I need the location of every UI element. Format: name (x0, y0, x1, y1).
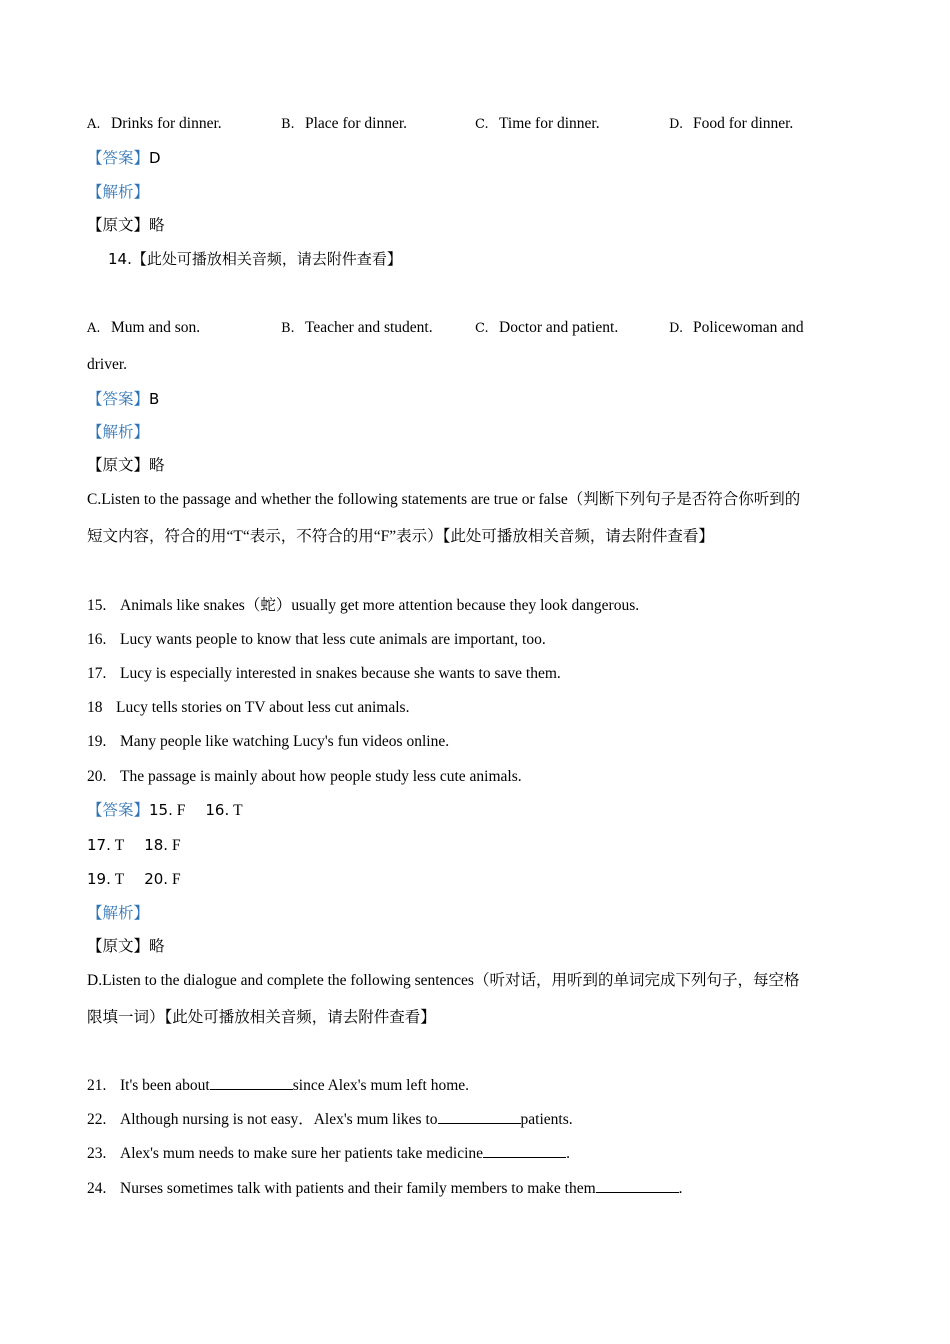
sentence-21: 21. It's been about since Alex's mum left home. (87, 1077, 470, 1094)
answer-blank[interactable] (483, 1143, 566, 1158)
section-c-answers-3: 19. T 20. F (87, 870, 181, 888)
q14-option-b: B. Teacher and student. (281, 319, 433, 336)
section-c-answers-1: 【答案】15. F 16. T (87, 801, 243, 819)
statement-17: 17. Lucy is especially interested in snakes because she wants to save them. (87, 665, 561, 682)
q13-analysis: 【解析】 (87, 184, 150, 201)
q13-option-b: B. Place for dinner. (281, 115, 408, 132)
statement-19: 19. Many people like watching Lucy's fun videos online. (87, 733, 450, 750)
q14-heading: 14.【此处可播放相关音频，请去附件查看】 (108, 250, 402, 268)
q14-analysis: 【解析】 (87, 424, 150, 441)
section-c-answers-2: 17. T 18. F (87, 836, 181, 854)
section-d-instruction-2: 限填一词）【此处可播放相关音频，请去附件查看】 (87, 1009, 436, 1026)
answer-blank[interactable] (438, 1109, 521, 1124)
q13-option-d: D. Food for dinner. (669, 115, 794, 132)
statement-16: 16. Lucy wants people to know that less cute animals are important, too. (87, 631, 546, 648)
q14-original: 【原文】略 (87, 457, 165, 474)
q13-option-a: A. Drinks for dinner. (87, 115, 222, 132)
q14-answer: 【答案】B (87, 390, 160, 408)
q14-option-c: C. Doctor and patient. (475, 319, 619, 336)
q14-option-d-cont: driver. (87, 356, 128, 373)
section-d-instruction-1: D.Listen to the dialogue and complete the following sentences（听对话，用听到的单词完成下列句子，每空格 (87, 972, 800, 989)
sentence-24: 24. Nurses sometimes talk with patients and their family members to make them . (87, 1180, 683, 1197)
answer-blank[interactable] (210, 1075, 293, 1090)
section-c-analysis: 【解析】 (87, 905, 150, 922)
q13-option-c: C. Time for dinner. (475, 115, 600, 132)
section-c-instruction-2: 短文内容，符合的用“T“表示，不符合的用“F”表示）【此处可播放相关音频，请去附件查看】 (87, 528, 714, 545)
statement-18: 18 Lucy tells stories on TV about less cut animals. (87, 699, 410, 716)
q13-answer: 【答案】D (87, 149, 161, 167)
answer-blank[interactable] (596, 1178, 679, 1193)
sentence-23: 23. Alex's mum needs to make sure her patients take medicine . (87, 1145, 570, 1162)
section-c-original: 【原文】略 (87, 938, 165, 955)
q14-option-d: D. Policewoman and (669, 319, 804, 336)
section-c-instruction-1: C.Listen to the passage and whether the following statements are true or false（判断下列句子是否符合你听到的 (87, 491, 801, 508)
sentence-22: 22. Although nursing is not easy．Alex's mum likes to patients. (87, 1111, 573, 1128)
statement-20: 20. The passage is mainly about how people study less cute animals. (87, 768, 522, 785)
statement-15: 15. Animals like snakes（蛇）usually get more attention because they look dangerous. (87, 597, 640, 614)
q14-option-a: A. Mum and son. (87, 319, 201, 336)
q13-original: 【原文】略 (87, 217, 165, 234)
